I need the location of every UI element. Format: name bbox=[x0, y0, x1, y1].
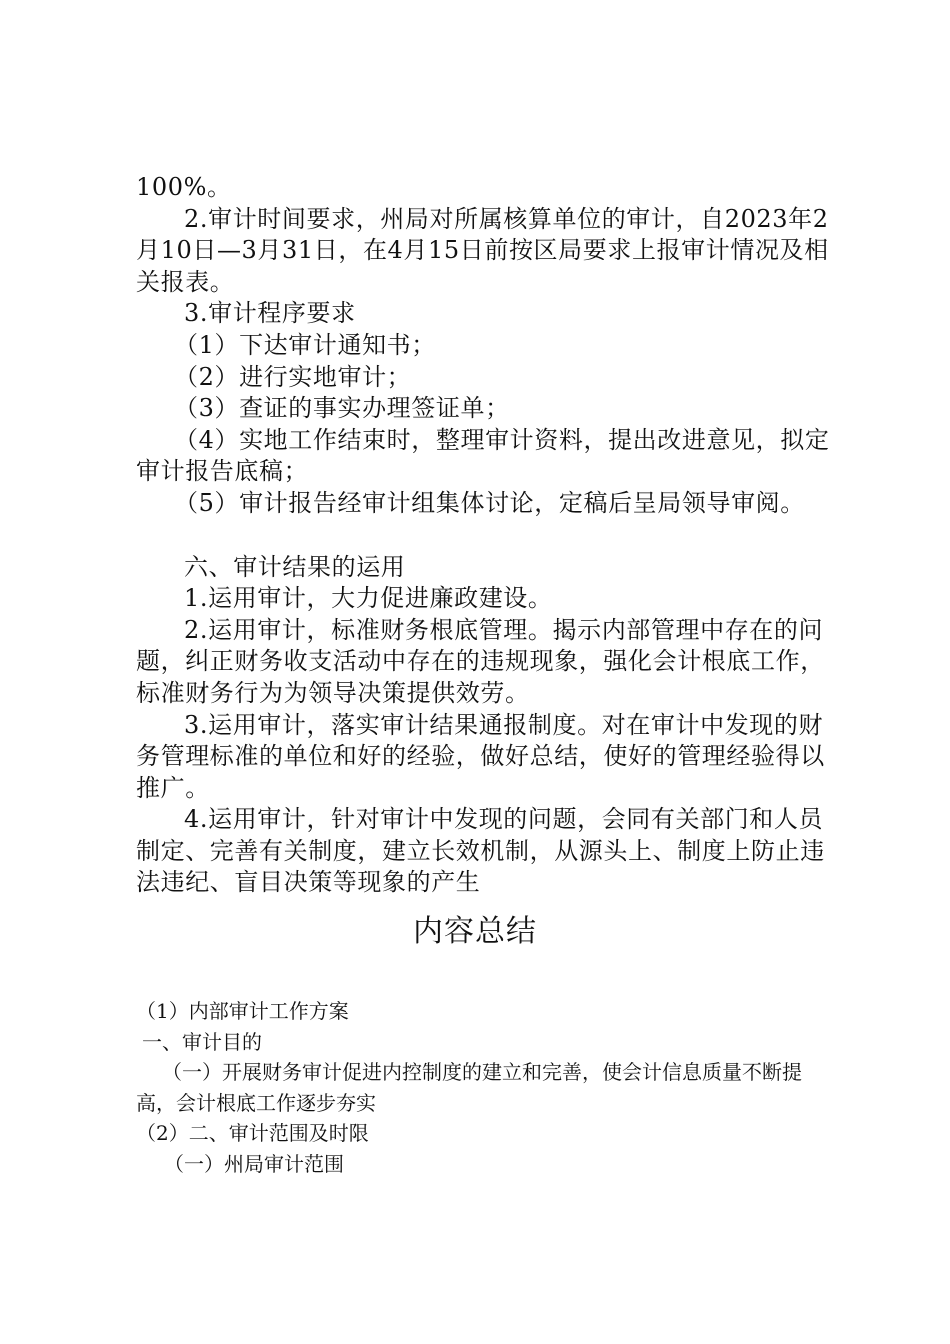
paragraph-result-1: 1.运用审计，大力促进廉政建设。 bbox=[184, 584, 553, 613]
paragraph-gap bbox=[136, 520, 836, 552]
summary-title: 内容总结 bbox=[413, 914, 537, 949]
summary-line: （一）开展财务审计促进内控制度的建立和完善，使会计信息质量不断提高，会计根底工作逐步夯实 bbox=[136, 1060, 802, 1115]
paragraph-result-3: 3.运用审计，落实审计结果通报制度。对在审计中发现的财务管理标准的单位和好的经验，做好总结，使好的管理经验得以推广。 bbox=[136, 710, 825, 802]
paragraph-result-4: 4.运用审计，针对审计中发现的问题，会同有关部门和人员制定、完善有关制度，建立长效机制，从源头上、制度上防止违法违纪、盲目决策等现象的产生 bbox=[136, 805, 825, 897]
procedure-step-5: （5）审计报告经审计组集体讨论，定稿后呈局领导审阅。 bbox=[174, 488, 805, 517]
document-body bbox=[136, 172, 836, 899]
paragraph-procedure-heading: 3.审计程序要求 bbox=[184, 299, 356, 328]
summary-section bbox=[136, 996, 826, 1179]
summary-line: （1）内部审计工作方案 bbox=[136, 999, 349, 1023]
procedure-step-4: （4）实地工作结束时，整理审计资料，提出改进意见，拟定审计报告底稿； bbox=[136, 425, 830, 486]
section-heading-results: 六、审计结果的运用 bbox=[184, 552, 406, 581]
summary-line: （一）州局审计范围 bbox=[164, 1151, 344, 1176]
procedure-step-3: （3）查证的事实办理签证单； bbox=[174, 394, 510, 423]
summary-line: （2）二、审计范围及时限 bbox=[136, 1121, 369, 1145]
paragraph-audit-time: 2.审计时间要求，州局对所属核算单位的审计，自2023年2月10日—3月31日，在4月15日前按区局要求上报审计情况及相关报表。 bbox=[136, 204, 829, 296]
paragraph-result-2: 2.运用审计，标准财务根底管理。揭示内部管理中存在的问题，纠正财务收支活动中存在的违规现象，强化会计根底工作，标准财务行为为领导决策提供效劳。 bbox=[136, 615, 825, 707]
paragraph-percent: 100%。 bbox=[136, 173, 232, 201]
procedure-step-2: （2）进行实地审计； bbox=[174, 362, 412, 391]
procedure-step-1: （1）下达审计通知书； bbox=[174, 330, 436, 359]
summary-line: 一、审计目的 bbox=[142, 1029, 262, 1054]
